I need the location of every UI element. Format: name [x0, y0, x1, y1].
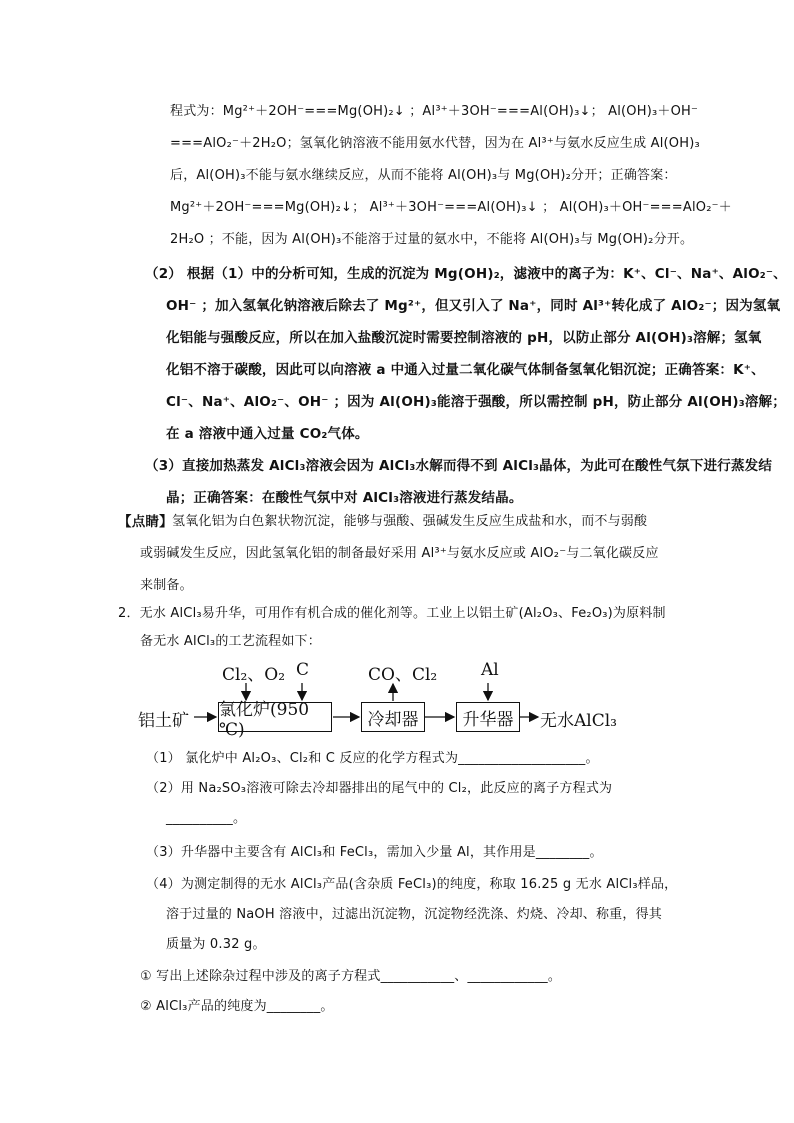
- text-line: 2H₂O ；不能，因为 Al(OH)₃不能溶于过量的氨水中，不能将 Al(OH)₃与 Mg(OH)₂分开。: [170, 232, 694, 247]
- answer-blank: __________。: [166, 811, 247, 826]
- text-line: 来制备。: [140, 578, 193, 593]
- text-line: 溶于过量的 NaOH 溶液中，过滤出沉淀物，沉淀物经洗涤、灼烧、冷却、称重，得其: [166, 907, 662, 922]
- text-line: 化铝不溶于碳酸，因此可以向溶液 a 中通入过量二氧化碳气体制备氢氧化铝沉淀；正确答案：K⁺、: [166, 362, 765, 378]
- text-line: 或弱碱发生反应，因此氢氧化铝的制备最好采用 Al³⁺与氨水反应或 AlO₂⁻与二氧化碳反应: [140, 546, 659, 561]
- flow-box-chlorination-furnace: 氯化炉(950 ℃): [218, 702, 332, 732]
- flow-input-label: 铝土矿: [138, 711, 189, 731]
- flow-box1-input1: Cl₂、O₂: [222, 665, 286, 685]
- text-line: 备无水 AlCl₃的工艺流程如下：: [140, 634, 321, 649]
- flow-box-cooler: 冷却器: [361, 702, 425, 732]
- flow-box3-input: Al: [481, 660, 499, 680]
- text-line: 后，Al(OH)₃不能与氨水继续反应，从而不能将 Al(OH)₃与 Mg(OH)₂分开；正确答案：: [170, 168, 677, 183]
- text-line: 程式为：Mg²⁺＋2OH⁻===Mg(OH)₂↓ ；Al³⁺＋3OH⁻===Al(OH)₃↓； Al(OH)₃＋OH⁻: [170, 104, 699, 119]
- text-line: Cl⁻、Na⁺、AlO₂⁻、OH⁻ ；因为 Al(OH)₃能溶于强酸，所以需控制 pH，防止部分 Al(OH)₃溶解；: [166, 394, 786, 410]
- sub-question-4: （4）为测定制得的无水 AlCl₃产品(含杂质 FeCl₃)的纯度，称取 16.25 g 无水 AlCl₃样品，: [146, 877, 678, 892]
- flow-output-label: 无水AlCl₃: [540, 711, 617, 731]
- text-line: 质量为 0.32 g。: [166, 937, 266, 952]
- text-line: Mg²⁺＋2OH⁻===Mg(OH)₂↓； Al³⁺＋3OH⁻===Al(OH)₃↓ ； Al(OH)₃＋OH⁻===AlO₂⁻＋: [170, 200, 732, 215]
- text-line: （2） 根据（1）中的分析可知，生成的沉淀为 Mg(OH)₂，滤液中的离子为：K⁺、Cl⁻、Na⁺、AlO₂⁻、: [145, 266, 787, 282]
- text-line: 2．无水 AlCl₃易升华，可用作有机合成的催化剂等。工业上以铝土矿(Al₂O₃、Fe₂O₃)为原料制: [118, 606, 666, 621]
- flow-box2-output: CO、Cl₂: [368, 665, 438, 685]
- text-line: 晶；正确答案：在酸性气氛中对 AlCl₃溶液进行蒸发结晶。: [166, 490, 523, 506]
- sub-question-1: （1） 氯化炉中 Al₂O₃、Cl₂和 C 反应的化学方程式为___________________。: [146, 751, 599, 766]
- text-line: 氢氧化铝为白色絮状物沉淀，能够与强酸、强碱发生反应生成盐和水，而不与弱酸: [172, 514, 648, 529]
- tip-label: 【点睛】: [118, 514, 173, 530]
- text-line: （3）直接加热蒸发 AlCl₃溶液会因为 AlCl₃水解而得不到 AlCl₃晶体，为此可在酸性气氛下进行蒸发结: [145, 458, 773, 474]
- text-line: 化铝能与强酸反应，所以在加入盐酸沉淀时需要控制溶液的 pH，以防止部分 Al(OH)₃溶解；氢氧: [166, 330, 762, 346]
- flow-box1-input2: C: [296, 660, 310, 680]
- sub-question-2: （2）用 Na₂SO₃溶液可除去冷却器排出的尾气中的 Cl₂，此反应的离子方程式为: [146, 781, 613, 796]
- text-line: OH⁻ ；加入氢氧化钠溶液后除去了 Mg²⁺，但又引入了 Na⁺，同时 Al³⁺转化成了 AlO₂⁻；因为氢氧: [166, 298, 781, 314]
- sub-question-3: （3）升华器中主要含有 AlCl₃和 FeCl₃，需加入少量 Al，其作用是________。: [146, 845, 603, 860]
- text-line: ===AlO₂⁻＋2H₂O；氢氧化钠溶液不能用氨水代替，因为在 Al³⁺与氨水反应生成 Al(OH)₃: [170, 136, 700, 151]
- flow-box-sublimator: 升华器: [456, 702, 520, 732]
- sub-question-4-part-2: ② AlCl₃产品的纯度为________。: [140, 999, 334, 1014]
- sub-question-4-part-1: ① 写出上述除杂过程中涉及的离子方程式___________、____________。: [140, 969, 562, 984]
- text-line: 在 a 溶液中通入过量 CO₂气体。: [166, 426, 369, 442]
